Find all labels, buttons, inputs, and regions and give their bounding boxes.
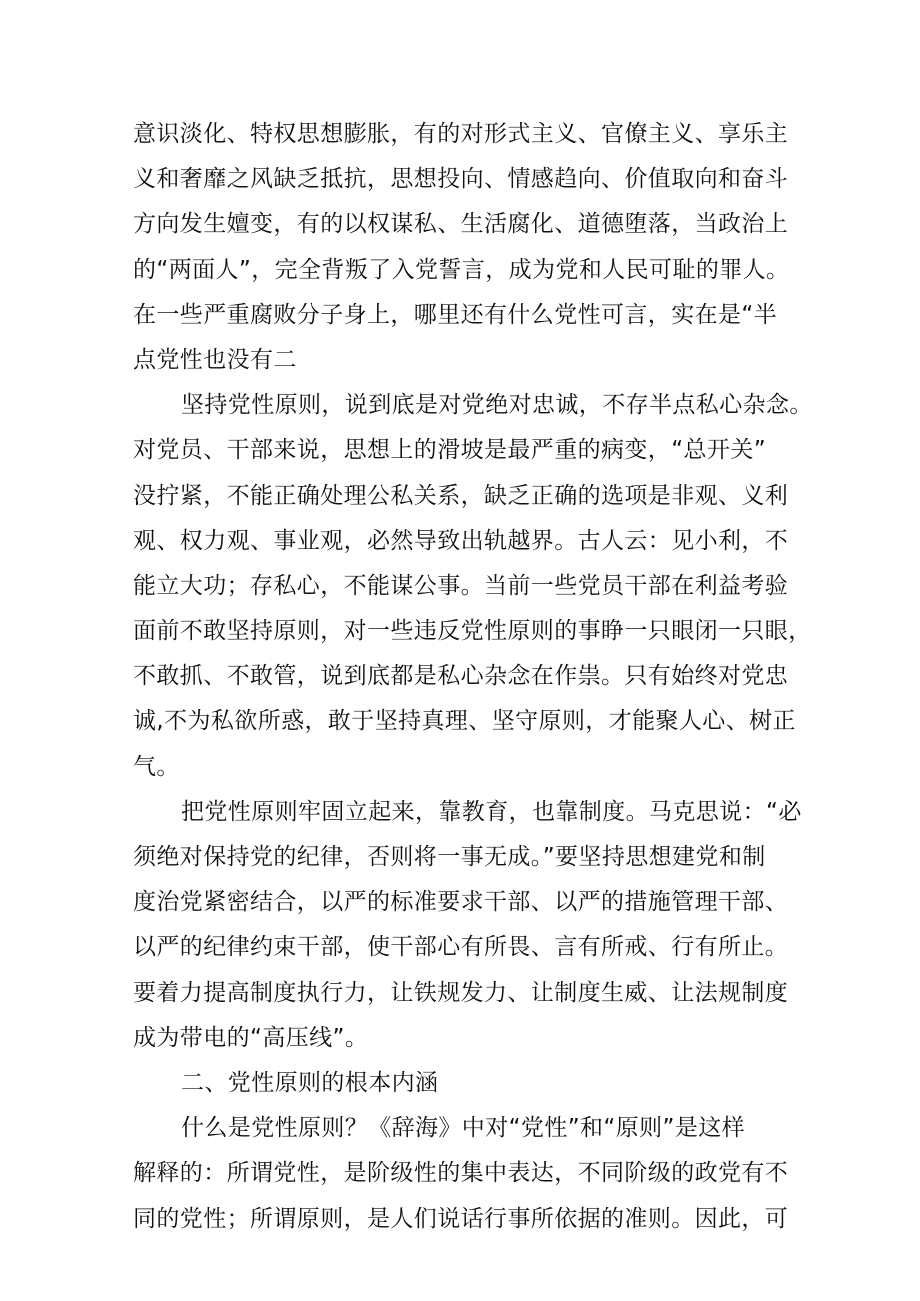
text-line: 度治党紧密结合，以严的标准要求干部、以严的措施管理干部、	[133, 889, 789, 916]
text-line: 不敢抓、不敢管，说到底都是私心杂念在作祟。只有始终对党忠	[133, 663, 789, 690]
text-line: 诚,不为私欲所惑，敢于坚持真理、坚守原则，才能聚人心、树正	[133, 708, 796, 735]
text-line: 须绝对保持党的纪律，否则将一事无成。”要坚持思想建党和制	[133, 844, 766, 870]
text-line: 坚持党性原则，说到底是对党绝对忠诚，不存半点私心杂念。	[181, 392, 813, 419]
text-line: 观、权力观、事业观，必然导致出轨越界。古人云：见小利，不	[133, 527, 789, 554]
text-line: 的“两面人”，完全背叛了入党誓言，成为党和人民可耻的罪人。	[133, 256, 790, 283]
text-line: 点党性也没有二	[133, 346, 297, 373]
text-line: 没拧紧，不能正确处理公私关系，缺乏正确的选项是非观、义利	[133, 482, 789, 509]
text-line: 解释的：所谓党性，是阶级性的集中表达，不同阶级的政党有不	[133, 1160, 789, 1187]
text-line: 能立大功；存私心，不能谋公事。当前一些党员干部在利益考验	[133, 572, 789, 599]
text-line: 面前不敢坚持原则，对一些违反党性原则的事睁一只眼闭一只眼，	[133, 618, 812, 645]
text-line: 同的党性；所谓原则，是人们说话行事所依据的准则。因此，可	[133, 1205, 789, 1232]
text-line: 以严的纪律约束干部，使干部心有所畏、言有所戒、行有所止。	[133, 934, 789, 961]
text-line: 成为带电的“高压线”。	[133, 1024, 369, 1051]
text-line: 要着力提高制度执行力，让铁规发力、让制度生威、让法规制度	[133, 979, 789, 1006]
text-line: 什么是党性原则？《辞海》中对“党性”和“原则”是这样	[181, 1115, 746, 1142]
text-line: 义和奢靡之风缺乏抵抗，思想投向、情感趋向、价值取向和奋斗	[133, 166, 789, 193]
text-line: 把党性原则牢固立起来，靠教育，也靠制度。马克思说：“必	[181, 798, 802, 825]
text-line: 二、党性原则的根本内涵	[181, 1069, 439, 1096]
text-line: 方向发生嬗变，有的以权谋私、生活腐化、道德堕落，当政治上	[133, 211, 789, 238]
body-text	[133, 112, 813, 1242]
text-line: 在一些严重腐败分子身上，哪里还有什么党性可言，实在是“半	[133, 301, 778, 328]
text-line: 对党员、干部来说，思想上的滑坡是最严重的病变，“总开关”	[133, 437, 767, 464]
text-line: 气。	[133, 753, 180, 780]
text-line: 意识淡化、特权思想膨胀，有的对形式主义、官僚主义、享乐主	[133, 121, 789, 147]
